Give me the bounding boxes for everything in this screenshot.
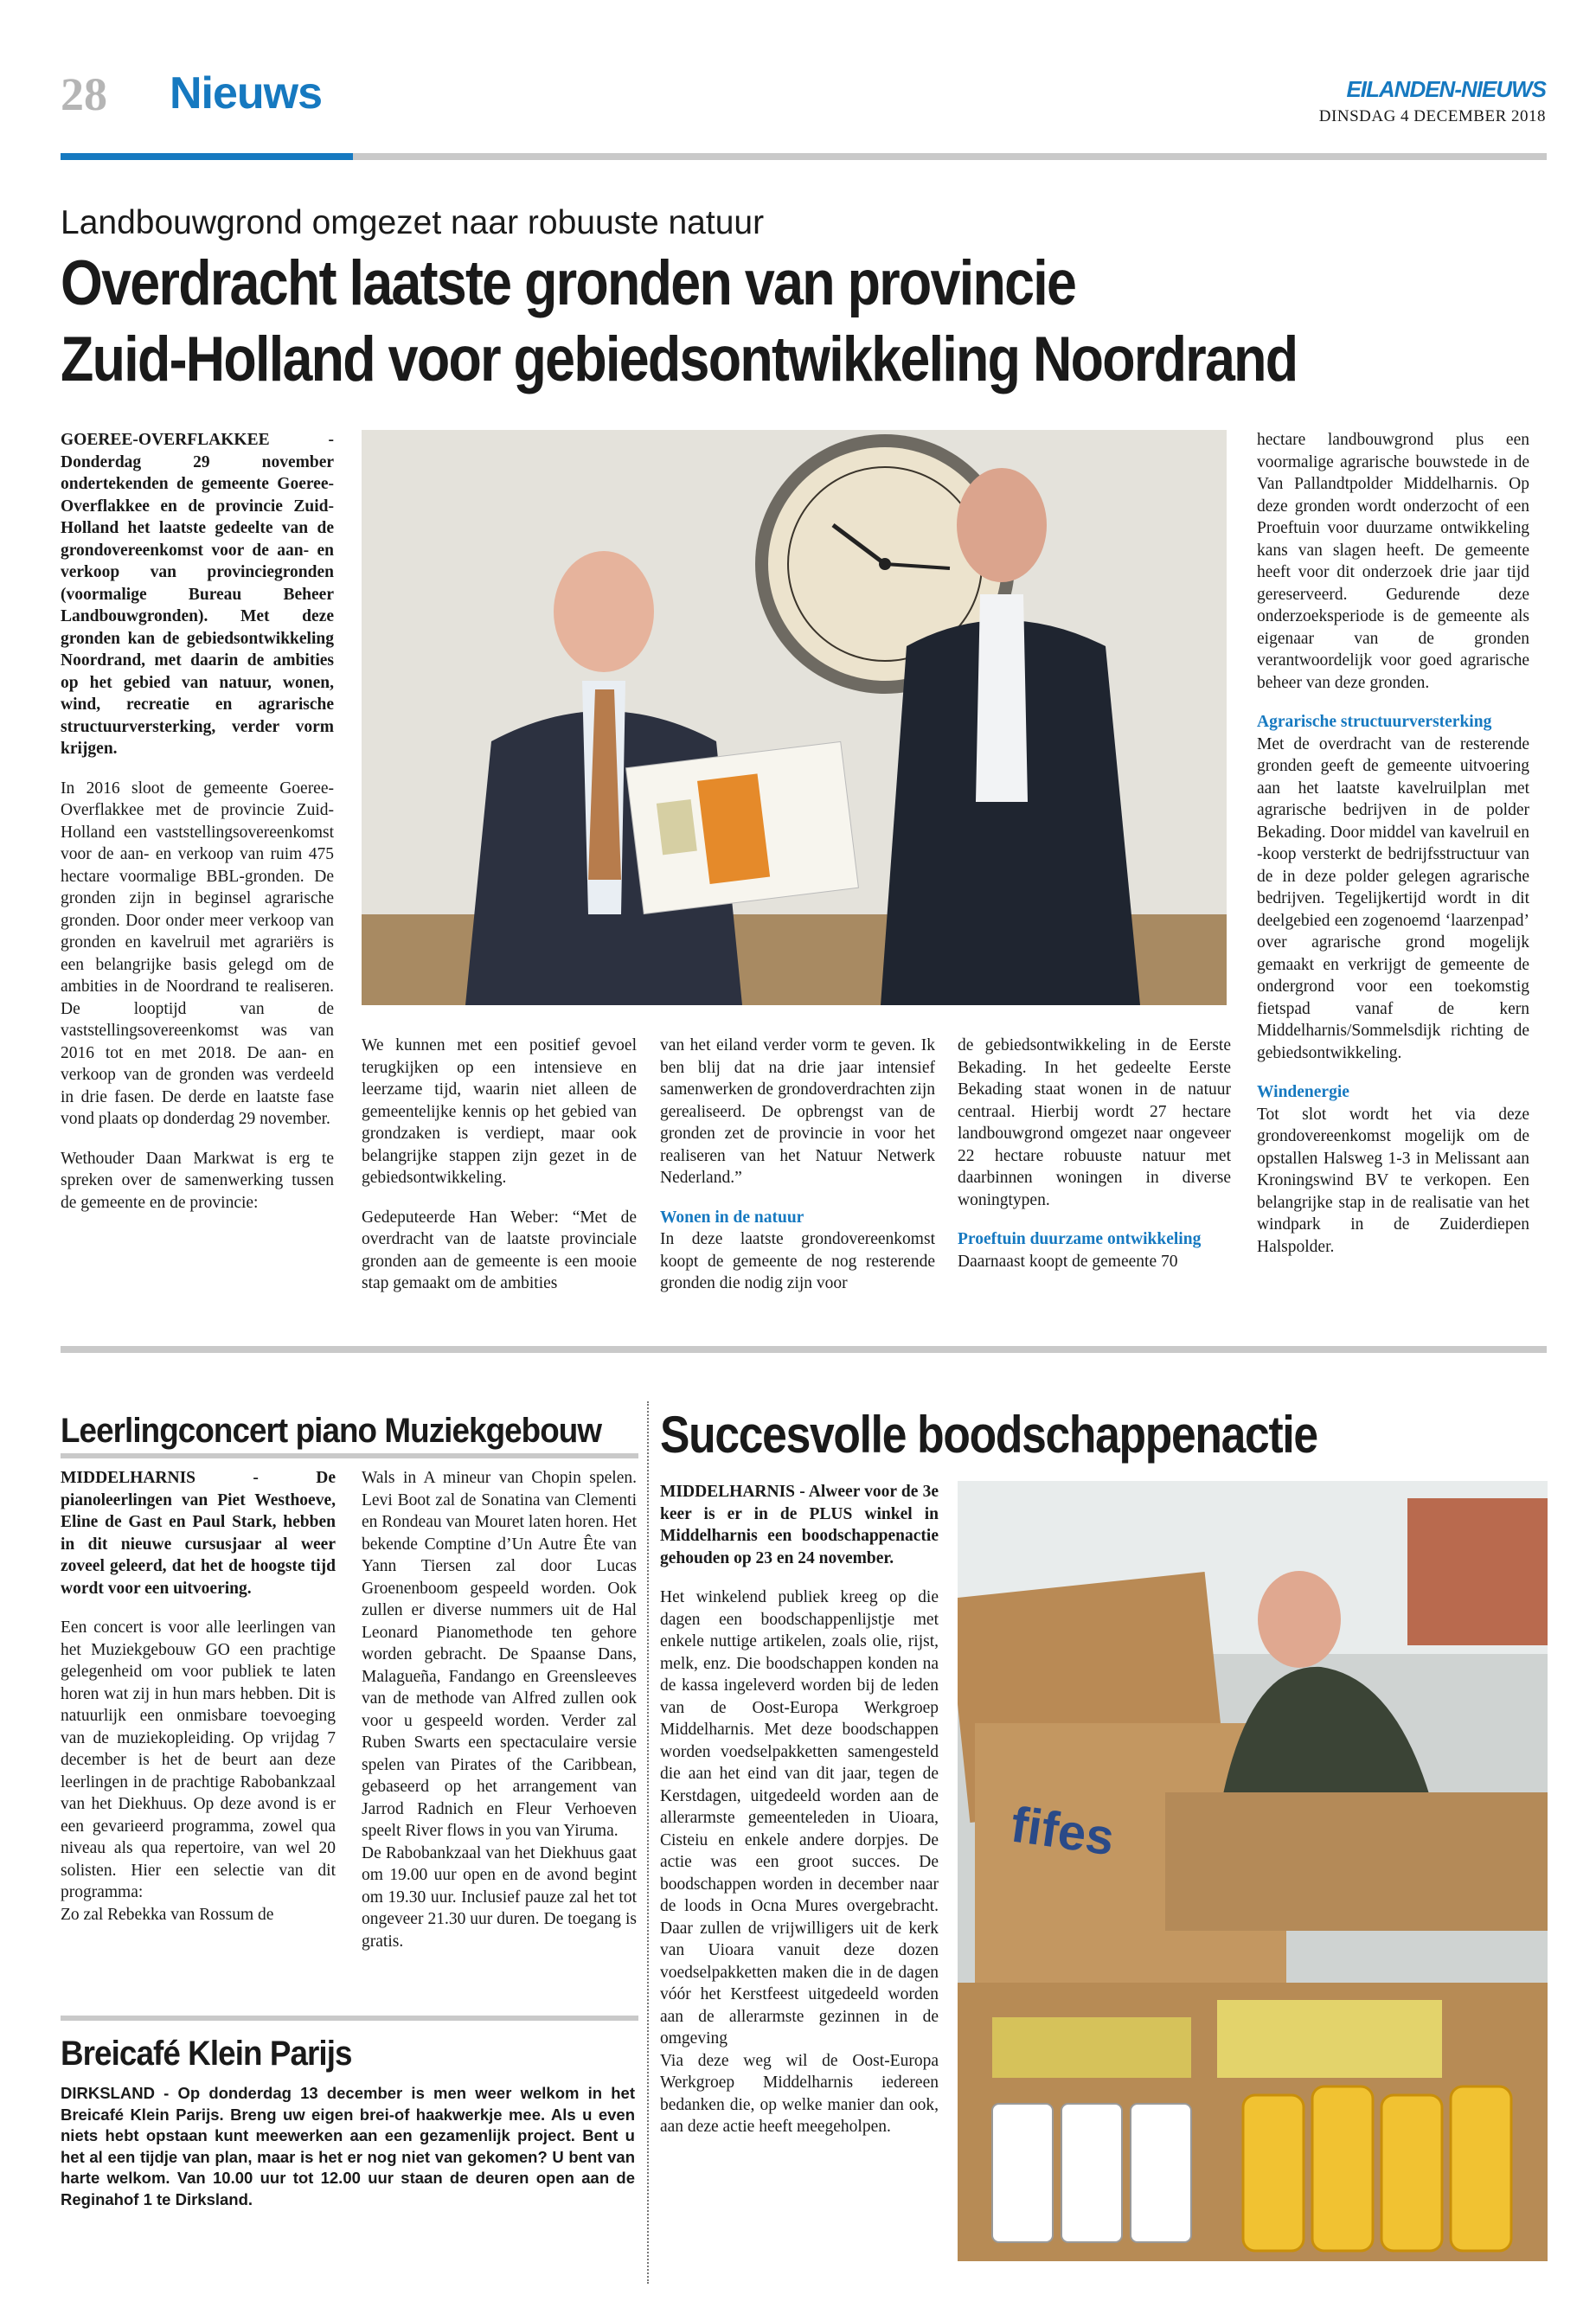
article2-lead: MIDDELHARNIS - De pianoleerlingen van Piet Westhoeve, Eline de Gast en Paul Stark, hebben in dit nieuwe cursusjaar al weer zoveel geleerd, dat het de hoogste tijd wordt voor een uitvoering.: [61, 1469, 336, 1598]
article4-headline: Breicafé Klein Parijs: [61, 2035, 352, 2073]
subheading: Proeftuin duurzame ontwikkeling: [958, 1230, 1202, 1248]
paragraph: In 2016 sloot de gemeente Goeree-Overflakkee met de provincie Zuid-Holland een vaststellingsovereenkomst voor de aan- en verkoop van ruim 475 hectare voormalige BBL-gronden. De gronden zijn in beginsel agrarische gronden. Door onder meer verkoop van gronden en kavelruil met agrariërs is een belangrijke basis gelegd om de ambities in de Noordrand te realiseren. De looptijd van de vaststellingsovereenkomst was van 2016 tot en met 2018. De aan- en verkoop van de gronden was verdeeld in drie fasen. De derde en laatste fase vond plaats op donderdag 29 november.: [61, 779, 334, 1128]
paragraph: Via deze weg wil de Oost-Europa Werkgroep Middelharnis iedereen bedanken die, op welke manier dan ook, aan deze actie heeft meegeholpen.: [660, 2051, 939, 2136]
article3-headline: Succesvolle boodschappenactie: [660, 1406, 1317, 1464]
article3-column-1: [660, 1481, 939, 2156]
article1-column-3: [660, 1035, 935, 1312]
article1-column-5: [1257, 429, 1529, 1275]
subheading: Wonen in de natuur: [660, 1208, 804, 1227]
paragraph: Het winkelend publiek kreeg op die dagen een boodschappenlijstje met enkele nuttige artikelen, zoals olie, rijst, melk, enz. Die boodschappen konden na de kassa ingeleverd worden bij de leden van de Oost-Europa Werkgroep Middelharnis. Met deze boodschappen worden voedselpakketten samengesteld die aan het eind van dit jaar, tegen de Kerstdagen, uitgedeeld worden aan de allerarmste gemeenteleden in Uioara, Cisteiu en enkele andere dorpjes. De actie was een groot succes. De boodschappen worden in december naar de loods in Ocna Mures overgebracht. Daar zullen de vrijwilligers uit de kerk van Uioara vanuit deze dozen voedselpakketten maken die in de dagen vóór het Kerstfeest uitgedeeld worden aan de allerarmste gezinnen in de omgeving: [660, 1588, 939, 2048]
article2-column-1: [61, 1467, 336, 1943]
section-title: Nieuws: [170, 68, 323, 119]
article1-lead: GOEREE-OVERFLAKKEE - Donderdag 29 november ondertekenden de gemeente Goeree-Overflakkee en de provincie Zuid-Holland het laatste gedeelte van de grondovereenkomst voor de aan- en verkoop van provinciegronden (voormalige Bureau Beheer Landbouwgronden). Met deze gronden kan de gebiedsontwikkeling Noordrand, met daarin de ambities op het gebied van natuur, wonen, wind, recreatie en agrarische structuurversterking, verder vorm krijgen.: [61, 431, 334, 758]
subheading: Windenergie: [1257, 1083, 1349, 1101]
paragraph: De Rabobankzaal van het Diekhuus gaat om 19.00 uur open en de avond begint om 19.30 uur. Inclusief pauze zal het tot ongeveer 21.30 uur duren. De toegang is gratis.: [362, 1843, 637, 1951]
article4-body: DIRKSLAND - Op donderdag 13 december is men weer welkom in het Breicafé Klein Parijs. Breng uw eigen brei-of haakwerkje mee. Als u even niets hebt opstaan kunt meewerken aan een gezamenlijk project. Bent u het al een tijdje van plan, maar is het er nog niet van gekomen? U bent van harte welkom. Van 10.00 uur tot 12.00 uur staan de deuren open aan de Reginahof 1 te Dirksland.: [61, 2084, 635, 2208]
subheading: Agrarische structuurversterking: [1257, 713, 1492, 731]
paragraph: van het eiland verder vorm te geven. Ik ben blij dat na drie jaar intensief samenwerken de grondoverdrachten zijn gerealiseerd. De opbrengst van de gronden zet de provincie in voor het realiseren van het Natuur Netwerk Nederland.”: [660, 1036, 935, 1187]
svg-text:fifes: fifes: [1007, 1796, 1118, 1867]
food-boxes-photo: [958, 1481, 1548, 2261]
map-document: [626, 741, 859, 913]
paragraph: In deze laatste grondovereenkomst koopt de gemeente de nog resterende gronden die nodig zijn voor: [660, 1230, 935, 1292]
paragraph: Zo zal Rebekka van Rossum de: [61, 1905, 274, 1924]
paragraph: Wals in A mineur van Chopin spelen. Levi Boot zal de Sonatina van Clementi en Rondeau van Mouret laten horen. Het bekende Comptine d’Un Autre Ête van Yann Tiersen zal door Lucas Groenenboom gespeeld worden. Ook zullen er diverse nummers uit de Hal Leonard Pianomethode ten gehore worden gebracht. De Spaanse Dans, Malagueña, Fandango en Greensleeves van de methode van Alfred zullen ook voor u gespeeld worden. Verder zal Ruben Swarts een spectaculaire versie spelen van Pirates of the Caribbean, gebaseerd op het arrangement van Jarrod Radnich en Fleur Verhoeven speelt River flows in you van Yiruma.: [362, 1469, 637, 1840]
headline-line-1: Overdracht laatste gronden van provincie: [61, 248, 1076, 318]
article1-column-1: [61, 429, 334, 1231]
article-headline: [61, 246, 1340, 398]
paragraph: Tot slot wordt het via deze grondovereenkomst mogelijk om de opstallen Halsweg 1-3 in Melissant aan Kroningswind BV te verkopen. Een belangrijke stap in de realisatie van het windpark in de Zuiderdiepen Halspolder.: [1257, 1105, 1529, 1256]
article1-column-2: [362, 1035, 637, 1312]
issue-date: DINSDAG 4 DECEMBER 2018: [1318, 107, 1546, 125]
paragraph: hectare landbouwgrond plus een voormalige agrarische bouwstede in de Van Pallandtpolder Middelharnis. Op deze gronden wordt onderzocht of een Proeftuin voor duurzame ontwikkeling kans van slagen heeft. De gemeente heeft voor dit onderzoek drie jaar tijd gereserveerd. Gedurende deze onderzoeksperiode is de gemeente als eigenaar van de gronden verantwoordelijk voor goed agrarische beheer van deze gronden.: [1257, 431, 1529, 692]
paragraph: de gebiedsontwikkeling in de Eerste Bekading. In het gedeelte Eerste Bekading staat wonen in de natuur centraal. Hierbij wordt 27 hectare landbouwgrond omgezet naar ongeveer 22 hectare robuuste natuur met daarbinnen woningen in diverse woningtypen.: [958, 1036, 1231, 1209]
article4-rule: [61, 2016, 638, 2021]
section-divider: [61, 1346, 1547, 1353]
header-rule-accent: [61, 153, 353, 160]
food-boxes-illustration: [958, 1481, 1548, 2261]
signing-photo: [362, 430, 1227, 1005]
paragraph: Daarnaast koopt de gemeente 70: [958, 1252, 1178, 1271]
article1-column-4: [958, 1035, 1231, 1290]
article3-lead: MIDDELHARNIS - Alweer voor de 3e keer is er in de PLUS winkel in Middelharnis een boodschappenactie gehouden op 23 en 24 november.: [660, 1483, 939, 1567]
paragraph: Wethouder Daan Markwat is erg te spreken over de samenwerking tussen de gemeente en de provincie:: [61, 1149, 334, 1212]
page-number: 28: [61, 68, 107, 120]
article-kicker: Landbouwgrond omgezet naar robuuste natuur: [61, 204, 765, 241]
article2-headline: Leerlingconcert piano Muziekgebouw: [61, 1412, 602, 1450]
masthead-logo: EILANDEN-NIEUWS: [1346, 76, 1546, 102]
paragraph: Een concert is voor alle leerlingen van het Muziekgebouw GO een prachtige gelegenheid om voor publiek te laten horen wat zij in hun mars hebben. Dit is natuurlijk een onmisbare toevoeging van de muziekopleiding. Op vrijdag 7 december is het de beurt aan deze leerlingen in de prachtige Rabobankzaal van het Diekhuus. Op deze avond is er een gevarieerd programma, zowel qua niveau als qua repertoire, van wel 20 solisten. Hier een selectie van dit programma:: [61, 1618, 336, 1901]
article2-rule: [61, 1453, 638, 1458]
column-separator: [647, 1401, 649, 2284]
paragraph: We kunnen met een positief gevoel terugkijken op een intensieve en leerzame tijd, waarin niet alleen de gemeentelijke kennis op het gebied van grondzaken is verdiept, maar ook belangrijke stappen zijn gezet in de gebiedsontwikkeling.: [362, 1036, 637, 1187]
article2-column-2: [362, 1467, 637, 1970]
headline-line-2: Zuid-Holland voor gebiedsontwikkeling Noordrand: [61, 324, 1298, 394]
paragraph: Met de overdracht van de resterende gronden geeft de gemeente uitvoering aan het laatste kavelruilplan met agrarische bedrijven in de polder Bekading. Door middel van kavelruil en -koop versterkt de bedrijfsstructuur van de in deze polder gelegen agrarische bedrijven. Tegelijkertijd wordt in dit deelgebied een zogenoemd ‘laarzenpad’ over agrarische grond mogelijk gemaakt en verkrijgt de gemeente de ondergrond voor een toekomstig fietspad vanaf de kern Middelharnis/Sommelsdijk richting de gebiedsontwikkeling.: [1257, 734, 1529, 1062]
paragraph: Gedeputeerde Han Weber: “Met de overdracht van de laatste provinciale gronden aan de gemeente is een mooie stap gemaakt om de ambities: [362, 1208, 637, 1292]
signing-photo-illustration: [362, 430, 1227, 1005]
